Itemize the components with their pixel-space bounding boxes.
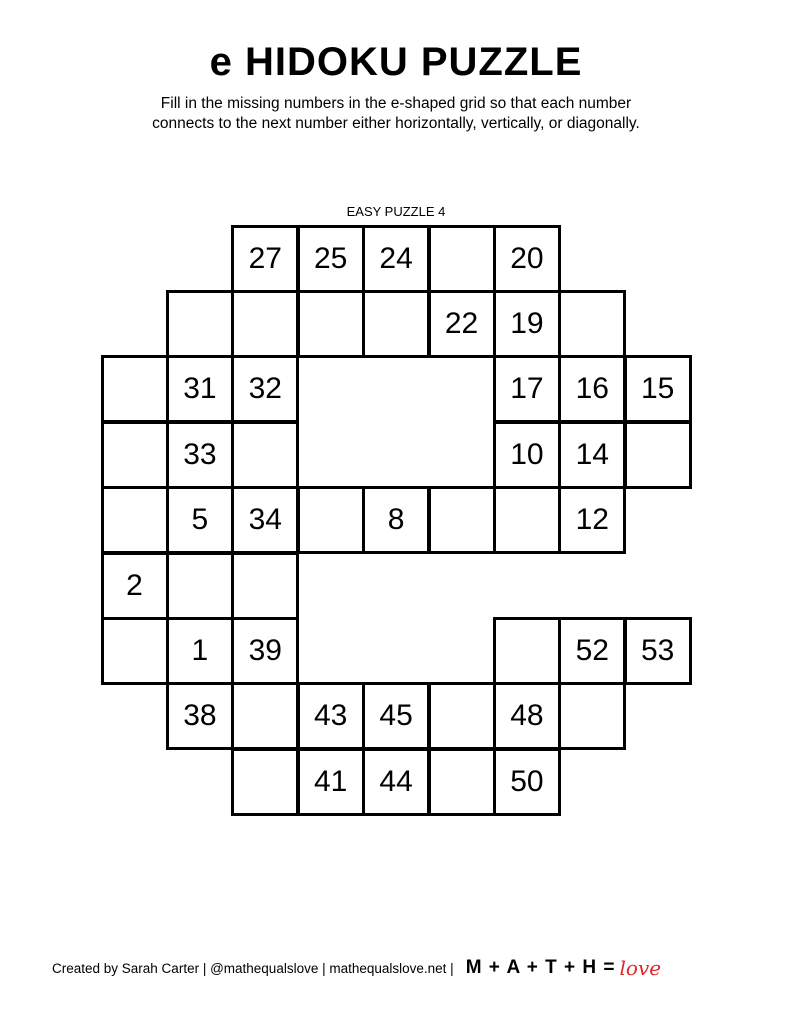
empty-cell[interactable] [558, 682, 626, 750]
instructions-line-1: Fill in the missing numbers in the e-shaped grid so that each number [160, 95, 632, 112]
given-cell: 24 [362, 225, 430, 293]
given-cell: 27 [231, 225, 299, 293]
empty-cell[interactable] [297, 290, 365, 358]
given-cell: 53 [624, 617, 692, 685]
given-cell: 19 [493, 290, 561, 358]
given-cell: 12 [558, 486, 626, 554]
empty-cell[interactable] [231, 682, 299, 750]
hidoku-grid [102, 226, 692, 816]
empty-cell[interactable] [101, 486, 169, 554]
given-cell: 20 [493, 225, 561, 293]
given-cell: 15 [624, 355, 692, 423]
empty-cell[interactable] [231, 421, 299, 489]
math-logo: M + A + T + H = [465, 957, 616, 978]
given-cell: 5 [166, 486, 234, 554]
given-cell: 34 [231, 486, 299, 554]
empty-cell[interactable] [558, 290, 626, 358]
empty-cell[interactable] [166, 552, 234, 620]
given-cell: 10 [493, 421, 561, 489]
given-cell: 39 [231, 617, 299, 685]
given-cell: 52 [558, 617, 626, 685]
empty-cell[interactable] [231, 552, 299, 620]
empty-cell[interactable] [428, 486, 496, 554]
puzzle-subtitle: EASY PUZZLE 4 [346, 204, 446, 219]
page-title: e HIDOKU PUZZLE [209, 40, 583, 84]
given-cell: 33 [166, 421, 234, 489]
given-cell: 41 [297, 748, 365, 816]
given-cell: 2 [101, 552, 169, 620]
empty-cell[interactable] [362, 290, 430, 358]
given-cell: 31 [166, 355, 234, 423]
given-cell: 14 [558, 421, 626, 489]
given-cell: 38 [166, 682, 234, 750]
empty-cell[interactable] [493, 617, 561, 685]
empty-cell[interactable] [297, 486, 365, 554]
empty-cell[interactable] [101, 617, 169, 685]
empty-cell[interactable] [624, 421, 692, 489]
instructions-line-2: connects to the next number either horizontally, vertically, or diagonally. [152, 115, 640, 132]
given-cell: 50 [493, 748, 561, 816]
given-cell: 43 [297, 682, 365, 750]
footer-credit: Created by Sarah Carter | @mathequalslove | mathequalslove.net | [52, 960, 454, 976]
instructions [0, 94, 792, 134]
given-cell: 22 [428, 290, 496, 358]
empty-cell[interactable] [101, 355, 169, 423]
footer [52, 956, 661, 980]
given-cell: 8 [362, 486, 430, 554]
given-cell: 16 [558, 355, 626, 423]
given-cell: 17 [493, 355, 561, 423]
empty-cell[interactable] [428, 748, 496, 816]
given-cell: 44 [362, 748, 430, 816]
given-cell: 32 [231, 355, 299, 423]
empty-cell[interactable] [231, 290, 299, 358]
given-cell: 25 [297, 225, 365, 293]
empty-cell[interactable] [428, 225, 496, 293]
empty-cell[interactable] [231, 748, 299, 816]
empty-cell[interactable] [428, 682, 496, 750]
empty-cell[interactable] [101, 421, 169, 489]
empty-cell[interactable] [493, 486, 561, 554]
empty-cell[interactable] [166, 290, 234, 358]
given-cell: 45 [362, 682, 430, 750]
given-cell: 1 [166, 617, 234, 685]
given-cell: 48 [493, 682, 561, 750]
love-logo: love [619, 956, 662, 980]
